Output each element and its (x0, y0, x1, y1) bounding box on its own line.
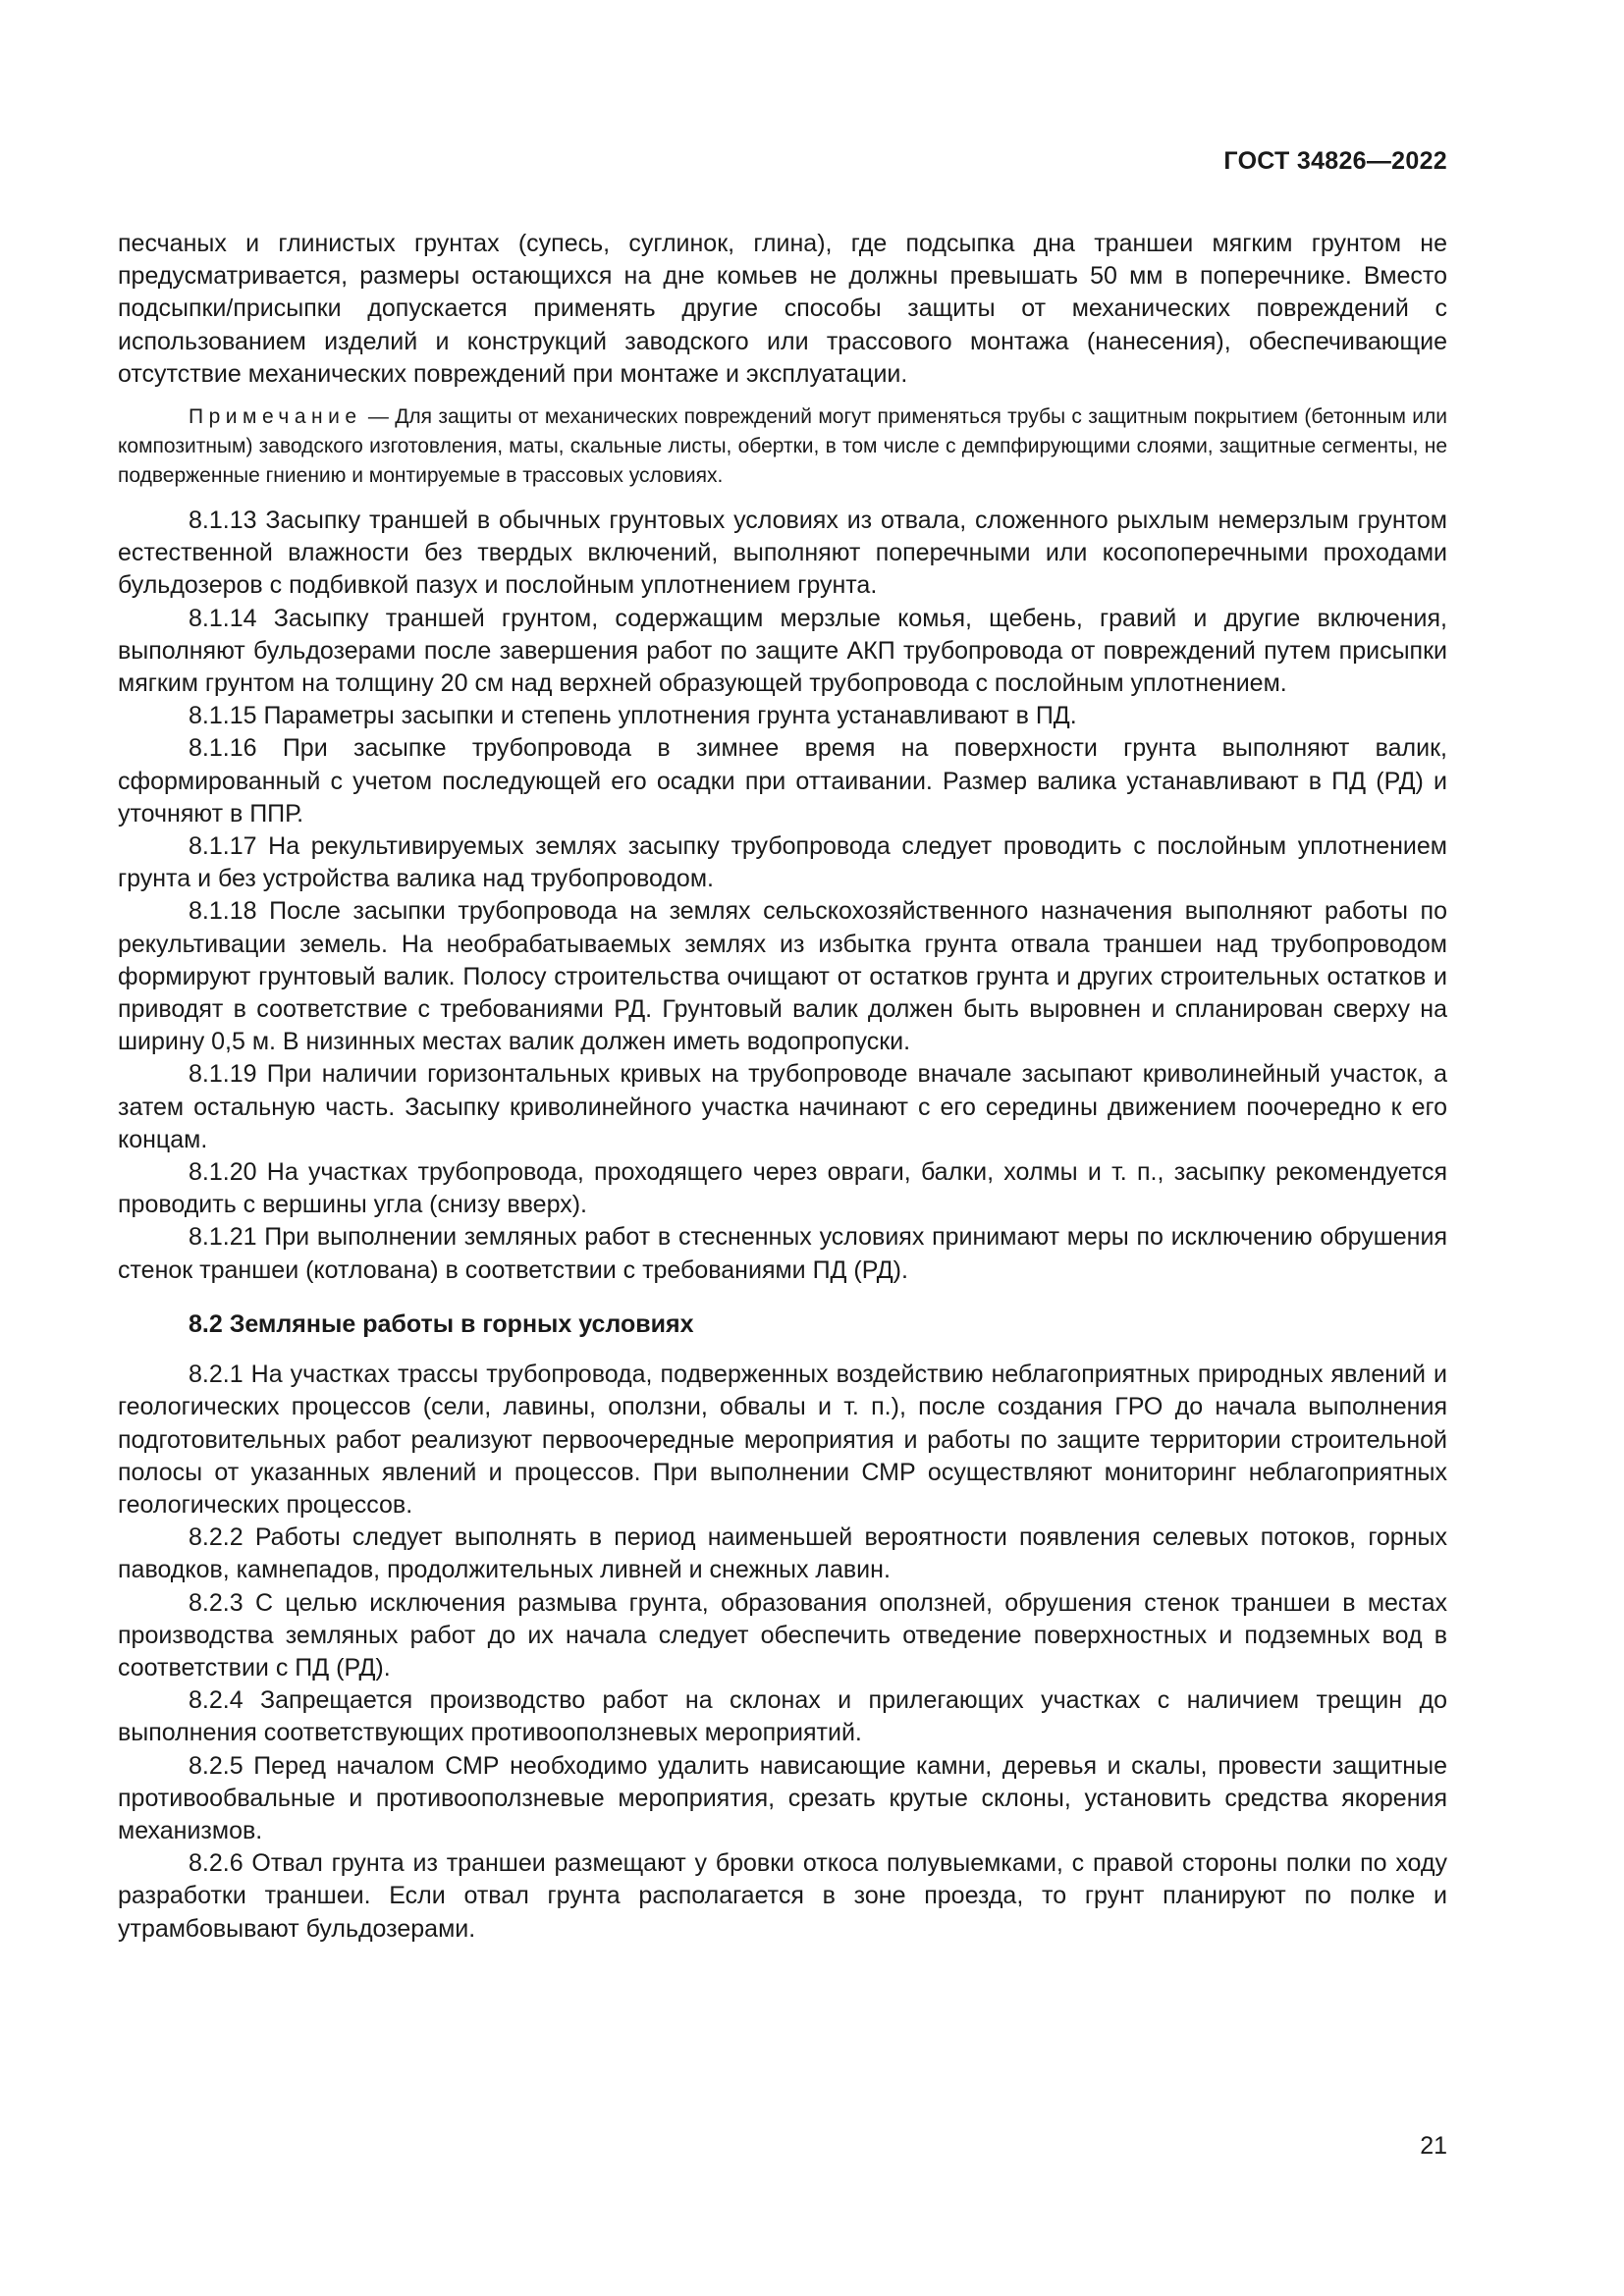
paragraph-8-1-13: 8.1.13 Засыпку траншей в обычных грунтовых условиях из отвала, сложенного рыхлым немерзлым грунтом естественной влажности без твердых включений, выполняют поперечными или косопоперечными проходами бульдозеров с подбивкой пазух и послойным уплотнением грунта. (118, 507, 1447, 600)
paragraph-8-1-19: 8.1.19 При наличии горизонтальных кривых на трубопроводе вначале засыпают криволинейный участок, а затем остальную часть. Засыпку криволинейного участка начинают с его середины движением поочередно к его концам. (118, 1060, 1447, 1153)
note-text: — Для защиты от механических повреждений могут применяться трубы с защитным покрытием (бетонным или композитным) заводского изготовления, маты, скальные листы, обертки, в том числе с демпфирующими слоями, защитные сегменты, не подверженные гниению и монтируемые в трассовых условиях. (118, 405, 1447, 488)
paragraph-8-2-5: 8.2.5 Перед началом СМР необходимо удалить нависающие камни, деревья и скалы, провести защитные противообвальные и противооползневые мероприятия, срезать крутые склоны, установить средства якорения механизмов. (118, 1751, 1447, 1844)
document-code: ГОСТ 34826—2022 (1223, 147, 1447, 175)
paragraph-8-1-17: 8.1.17 На рекультивируемых землях засыпку трубопровода следует проводить с послойным уплотнением грунта и без устройства валика над трубопроводом. (118, 832, 1447, 893)
paragraph-8-1-21: 8.1.21 При выполнении земляных работ в стесненных условиях принимают меры по исключению обрушения стенок траншеи (котлована) в соответствии с требованиями ПД (РД). (118, 1223, 1447, 1284)
paragraph-8-2-1: 8.2.1 На участках трассы трубопровода, подверженных воздействию неблагоприятных природных явлений и геологических процессов (сели, лавины, оползни, обвалы и т. п.), после создания ГРО до начала выполнения подготовительных работ реализуют первоочередные мероприятия и работы по защите территории строительной полосы от указанных явлений и процессов. При выполнении СМР осуществляют мониторинг неблагоприятных геологических процессов. (118, 1361, 1447, 1519)
paragraph-8-1-15: 8.1.15 Параметры засыпки и степень уплотнения грунта устанавливают в ПД. (189, 702, 1077, 730)
page-content (118, 228, 1447, 1946)
paragraph-8-1-14: 8.1.14 Засыпку траншей грунтом, содержащим мерзлые комья, щебень, гравий и другие включения, выполняют бульдозерами после завершения работ по защите АКП трубопровода от повреждений путем присыпки мягким грунтом на толщину 20 см над верхней образующей трубопровода с послойным уплотнением. (118, 604, 1447, 698)
paragraph-8-1-18: 8.1.18 После засыпки трубопровода на землях сельскохозяйственного назначения выполняют работы по рекультивации земель. На необрабатываемых землях из избытка грунта отвала траншеи над трубопроводом формируют грунтовый валик. Полосу строительства очищают от остатков грунта и других строительных остатков и приводят в соответствие с требованиями РД. Грунтовый валик должен быть выровнен и спланирован сверху на ширину 0,5 м. В низинных местах валик должен иметь водопропуски. (118, 897, 1447, 1056)
paragraph-8-1-16: 8.1.16 При засыпке трубопровода в зимнее время на поверхности грунта выполняют валик, сформированный с учетом последующей его осадки при оттаивании. Размер валика устанавливают в ПД (РД) и уточняют в ППР. (118, 734, 1447, 828)
paragraph-intro: песчаных и глинистых грунтах (супесь, суглинок, глина), где подсыпка дна траншеи мягким грунтом не предусматривается, размеры остающихся на дне комьев не должны превышать 50 мм в поперечнике. Вместо подсыпки/присыпки допускается применять другие способы защиты от механических повреждений с использованием изделий и конструкций заводского или трассового монтажа (нанесения), обеспечивающие отсутствие механических повреждений при монтаже и эксплуатации. (118, 230, 1447, 388)
paragraph-8-2-4: 8.2.4 Запрещается производство работ на склонах и прилегающих участках с наличием трещин до выполнения соответствующих противооползневых мероприятий. (118, 1686, 1447, 1747)
paragraph-8-2-2: 8.2.2 Работы следует выполнять в период наименьшей вероятности появления селевых потоков, горных паводков, камнепадов, продолжительных ливней и снежных лавин. (118, 1523, 1447, 1584)
note (118, 402, 1447, 491)
paragraph-8-2-6: 8.2.6 Отвал грунта из траншеи размещают у бровки откоса полувыемками, с правой стороны полки по ходу разработки траншеи. Если отвал грунта располагается в зоне проезда, то грунт планируют по полке и утрамбовывают бульдозерами. (118, 1849, 1447, 1943)
page-number: 21 (1420, 2132, 1447, 2160)
paragraph-8-1-20: 8.1.20 На участках трубопровода, проходящего через овраги, балки, холмы и т. п., засыпку рекомендуется проводить с вершины угла (снизу вверх). (118, 1158, 1447, 1219)
paragraph-8-2-3: 8.2.3 С целью исключения размыва грунта, образования оползней, обрушения стенок траншеи в местах производства земляных работ до их начала следует обеспечить отведение поверхностных и подземных вод в соответствии с ПД (РД). (118, 1588, 1447, 1682)
section-8-2-heading: 8.2 Земляные работы в горных условиях (189, 1309, 694, 1338)
note-label: Примечание (189, 405, 362, 429)
